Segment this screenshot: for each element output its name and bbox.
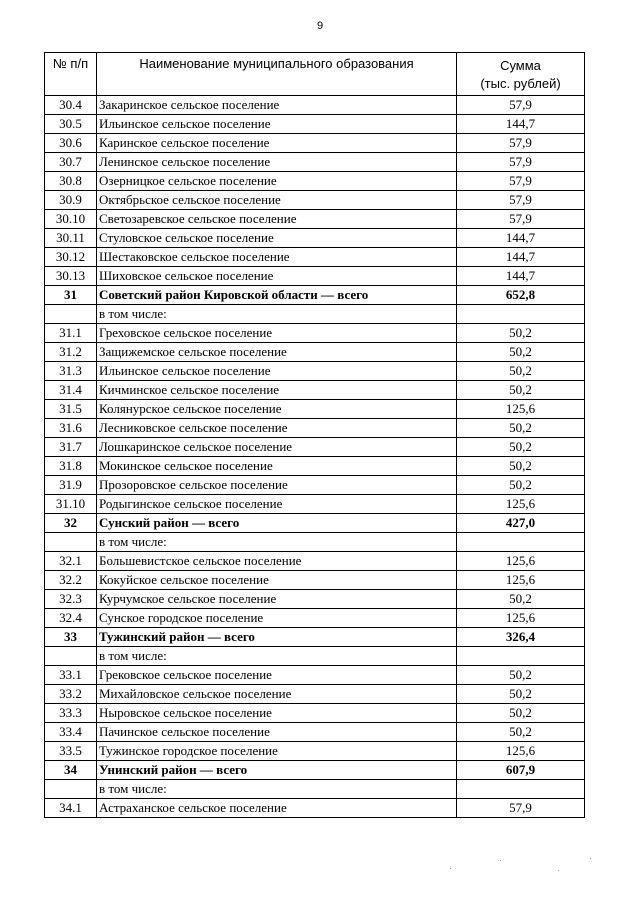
row-sum: [457, 305, 585, 324]
table-row: [45, 153, 585, 172]
row-name: Кичминское сельское поселение: [97, 381, 457, 400]
header-name: Наименование муниципального образования: [97, 53, 457, 96]
row-sum: 57,9: [457, 96, 585, 115]
row-number: 33.3: [45, 704, 97, 723]
row-name: Тужинское городское поселение: [97, 742, 457, 761]
row-name: Курчумское сельское поселение: [97, 590, 457, 609]
row-number: 32.3: [45, 590, 97, 609]
row-name: Лесниковское сельское поселение: [97, 419, 457, 438]
row-name: Колянурское сельское поселение: [97, 400, 457, 419]
row-name: Тужинский район — всего: [97, 628, 457, 647]
row-number: 30.8: [45, 172, 97, 191]
row-number: 30.12: [45, 248, 97, 267]
header-sum-line2: (тыс. рублей): [480, 76, 561, 91]
row-name: Сунское городское поселение: [97, 609, 457, 628]
row-name: Стуловское сельское поселение: [97, 229, 457, 248]
row-name: Ныровское сельское поселение: [97, 704, 457, 723]
table-row: [45, 761, 585, 780]
row-sum: 144,7: [457, 248, 585, 267]
row-name: Защижемское сельское поселение: [97, 343, 457, 362]
row-name: Ильинское сельское поселение: [97, 115, 457, 134]
table-row: [45, 685, 585, 704]
row-sum: 50,2: [457, 457, 585, 476]
row-name: Октябрьское сельское поселение: [97, 191, 457, 210]
row-name: Родыгинское сельское поселение: [97, 495, 457, 514]
row-number: 30.9: [45, 191, 97, 210]
row-sum: 144,7: [457, 115, 585, 134]
row-number: 30.11: [45, 229, 97, 248]
row-sum: 50,2: [457, 666, 585, 685]
table-row: [45, 571, 585, 590]
row-sum: 125,6: [457, 400, 585, 419]
row-sum: 50,2: [457, 704, 585, 723]
page-number: 9: [316, 20, 324, 32]
row-sum: 57,9: [457, 191, 585, 210]
table-row: [45, 286, 585, 305]
row-name: Большевистское сельское поселение: [97, 552, 457, 571]
row-number: 33.1: [45, 666, 97, 685]
row-name: Светозаревское сельское поселение: [97, 210, 457, 229]
row-number: 31.1: [45, 324, 97, 343]
table-row: [45, 96, 585, 115]
row-sum: 125,6: [457, 495, 585, 514]
row-name: Ленинское сельское поселение: [97, 153, 457, 172]
row-sum: [457, 533, 585, 552]
row-sum: 125,6: [457, 742, 585, 761]
row-name: Каринское сельское поселение: [97, 134, 457, 153]
row-sum: 50,2: [457, 476, 585, 495]
row-number: 31.4: [45, 381, 97, 400]
row-number: 31.10: [45, 495, 97, 514]
row-sum: 50,2: [457, 362, 585, 381]
row-sum: [457, 780, 585, 799]
row-sum: 57,9: [457, 172, 585, 191]
row-sum: 50,2: [457, 590, 585, 609]
row-name: Озерницкое сельское поселение: [97, 172, 457, 191]
table-row: [45, 457, 585, 476]
row-number: 31.2: [45, 343, 97, 362]
row-number: [45, 780, 97, 799]
table-row: [45, 799, 585, 818]
table-row: [45, 191, 585, 210]
row-number: 31.3: [45, 362, 97, 381]
row-number: 31.6: [45, 419, 97, 438]
table-row: [45, 666, 585, 685]
row-number: 30.4: [45, 96, 97, 115]
row-name: Шиховское сельское поселение: [97, 267, 457, 286]
table-row: [45, 324, 585, 343]
row-sum: 50,2: [457, 723, 585, 742]
row-number: 31.7: [45, 438, 97, 457]
row-sum: 57,9: [457, 210, 585, 229]
scan-noise: [440, 856, 600, 886]
row-number: 30.6: [45, 134, 97, 153]
municipal-allocation-table: [44, 52, 585, 818]
row-name: Ильинское сельское поселение: [97, 362, 457, 381]
row-name: Пачинское сельское поселение: [97, 723, 457, 742]
row-number: 34.1: [45, 799, 97, 818]
table-body: [45, 96, 585, 818]
row-sum: 50,2: [457, 419, 585, 438]
table-row: [45, 305, 585, 324]
table-row: [45, 723, 585, 742]
row-number: 30.10: [45, 210, 97, 229]
table-row: [45, 248, 585, 267]
row-sum: 50,2: [457, 685, 585, 704]
row-name: Астраханское сельское поселение: [97, 799, 457, 818]
row-sum: 50,2: [457, 381, 585, 400]
header-number: № п/п: [45, 53, 97, 96]
table-row: [45, 590, 585, 609]
table-row: [45, 419, 585, 438]
row-name: Советский район Кировской области — всего: [97, 286, 457, 305]
row-name: в том числе:: [97, 780, 457, 799]
row-number: 31: [45, 286, 97, 305]
row-number: 32.4: [45, 609, 97, 628]
row-sum: 57,9: [457, 134, 585, 153]
table-row: [45, 780, 585, 799]
row-sum: 57,9: [457, 799, 585, 818]
table-row: [45, 362, 585, 381]
row-number: 33.2: [45, 685, 97, 704]
header-sum-line1: Сумма: [500, 58, 541, 73]
table-row: [45, 172, 585, 191]
row-sum: 50,2: [457, 438, 585, 457]
row-sum: 326,4: [457, 628, 585, 647]
table-row: [45, 210, 585, 229]
row-name: Кокуйское сельское поселение: [97, 571, 457, 590]
row-name: Михайловское сельское поселение: [97, 685, 457, 704]
row-name: Прозоровское сельское поселение: [97, 476, 457, 495]
row-name: Греховское сельское поселение: [97, 324, 457, 343]
row-sum: 144,7: [457, 267, 585, 286]
row-sum: 427,0: [457, 514, 585, 533]
row-number: [45, 533, 97, 552]
row-number: 32.2: [45, 571, 97, 590]
table-row: [45, 115, 585, 134]
row-sum: 144,7: [457, 229, 585, 248]
row-sum: 50,2: [457, 324, 585, 343]
row-number: 31.5: [45, 400, 97, 419]
table-row: [45, 495, 585, 514]
row-name: в том числе:: [97, 647, 457, 666]
table-row: [45, 267, 585, 286]
table-row: [45, 400, 585, 419]
table-row: [45, 229, 585, 248]
row-name: Закаринское сельское поселение: [97, 96, 457, 115]
table-row: [45, 647, 585, 666]
table-row: [45, 704, 585, 723]
row-sum: 50,2: [457, 343, 585, 362]
row-number: 33: [45, 628, 97, 647]
row-name: Шестаковское сельское поселение: [97, 248, 457, 267]
row-number: 33.4: [45, 723, 97, 742]
row-number: 30.13: [45, 267, 97, 286]
row-number: 32.1: [45, 552, 97, 571]
table-row: [45, 476, 585, 495]
row-name: в том числе:: [97, 533, 457, 552]
row-number: 32: [45, 514, 97, 533]
table-row: [45, 552, 585, 571]
row-number: 34: [45, 761, 97, 780]
row-sum: 652,8: [457, 286, 585, 305]
table-row: [45, 742, 585, 761]
row-number: [45, 647, 97, 666]
table-header-row: [45, 53, 585, 96]
table-row: [45, 343, 585, 362]
row-sum: 607,9: [457, 761, 585, 780]
row-name: Унинский район — всего: [97, 761, 457, 780]
row-number: 30.7: [45, 153, 97, 172]
row-name: Грековское сельское поселение: [97, 666, 457, 685]
row-name: Лошкаринское сельское поселение: [97, 438, 457, 457]
row-number: [45, 305, 97, 324]
table-row: [45, 514, 585, 533]
table-row: [45, 609, 585, 628]
row-sum: 125,6: [457, 571, 585, 590]
row-sum: 125,6: [457, 552, 585, 571]
row-number: 33.5: [45, 742, 97, 761]
row-sum: 125,6: [457, 609, 585, 628]
header-sum: [457, 53, 585, 96]
row-number: 30.5: [45, 115, 97, 134]
row-sum: 57,9: [457, 153, 585, 172]
row-sum: [457, 647, 585, 666]
table-row: [45, 134, 585, 153]
table-row: [45, 628, 585, 647]
row-name: Мокинское сельское поселение: [97, 457, 457, 476]
row-number: 31.8: [45, 457, 97, 476]
row-name: Сунский район — всего: [97, 514, 457, 533]
row-name: в том числе:: [97, 305, 457, 324]
table-row: [45, 438, 585, 457]
table-row: [45, 381, 585, 400]
table-row: [45, 533, 585, 552]
row-number: 31.9: [45, 476, 97, 495]
